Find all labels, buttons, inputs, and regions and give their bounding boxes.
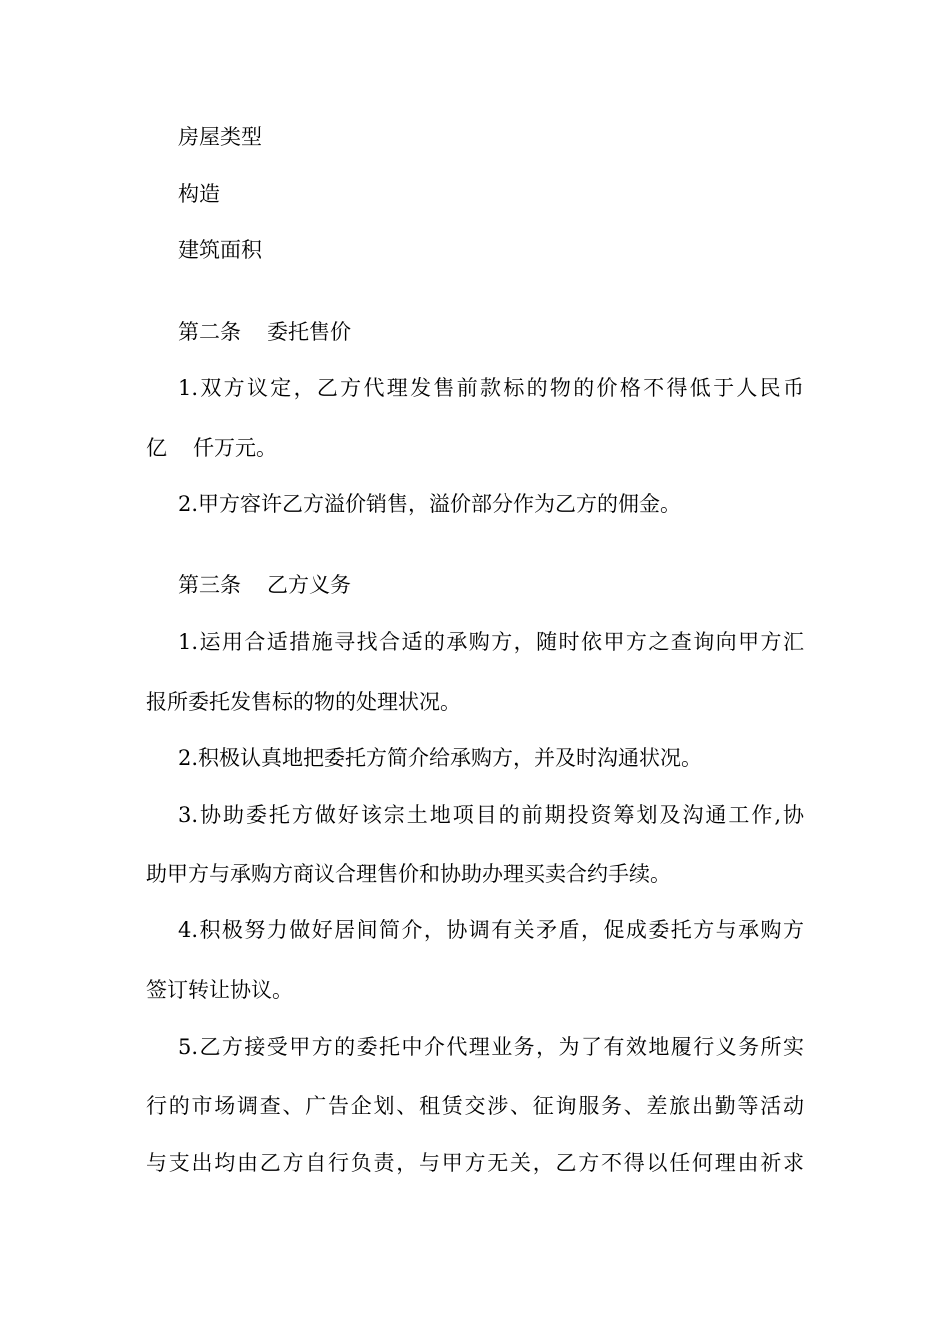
field-house-type: 房屋类型: [178, 125, 262, 149]
article3-clause5-line1: 5.乙方接受甲方的委托中介代理业务，为了有效地履行义务所实: [178, 1035, 804, 1059]
field-structure: 构造: [178, 182, 220, 206]
article3-clause4-line1: 4.积极努力做好居间简介，协调有关矛盾，促成委托方与承购方: [178, 918, 804, 942]
article3-heading-number: 第三条: [178, 573, 241, 597]
article3-clause3-line1: 3.协助委托方做好该宗土地项目的前期投资筹划及沟通工作,协: [178, 803, 804, 827]
article3-clause1-line1: 1.运用合适措施寻找合适的承购方，随时依甲方之查询向甲方汇: [178, 630, 804, 654]
article2-clause2: 2.甲方容许乙方溢价销售，溢价部分作为乙方的佣金。: [178, 492, 682, 516]
article2-clause1-line2: [146, 434, 277, 462]
article3-clause5-line2: 行的市场调查、广告企划、租赁交涉、征询服务、差旅出勤等活动: [146, 1094, 804, 1118]
article2-heading-number: 第二条: [178, 320, 241, 344]
article3-clause5-line3: 与支出均由乙方自行负责，与甲方无关，乙方不得以任何理由祈求: [146, 1151, 804, 1175]
amount-unit-qianwan: 仟万元。: [193, 436, 277, 460]
article2-heading: [178, 318, 351, 346]
article3-clause1-line2: 报所委托发售标的物的处理状况。: [146, 690, 461, 714]
article3-clause2: 2.积极认真地把委托方简介给承购方，并及时沟通状况。: [178, 746, 703, 770]
field-floor-area: 建筑面积: [178, 238, 262, 262]
article3-clause3-line2: 助甲方与承购方商议合理售价和协助办理买卖合约手续。: [146, 862, 671, 886]
amount-unit-yi: 亿: [146, 436, 167, 460]
article2-clause1-line1: 1.双方议定，乙方代理发售前款标的物的价格不得低于人民币: [178, 376, 804, 400]
article3-heading-title: 乙方义务: [267, 573, 351, 597]
article3-clause4-line2: 签订转让协议。: [146, 978, 293, 1002]
article3-heading: [178, 571, 351, 599]
article2-heading-title: 委托售价: [267, 320, 351, 344]
